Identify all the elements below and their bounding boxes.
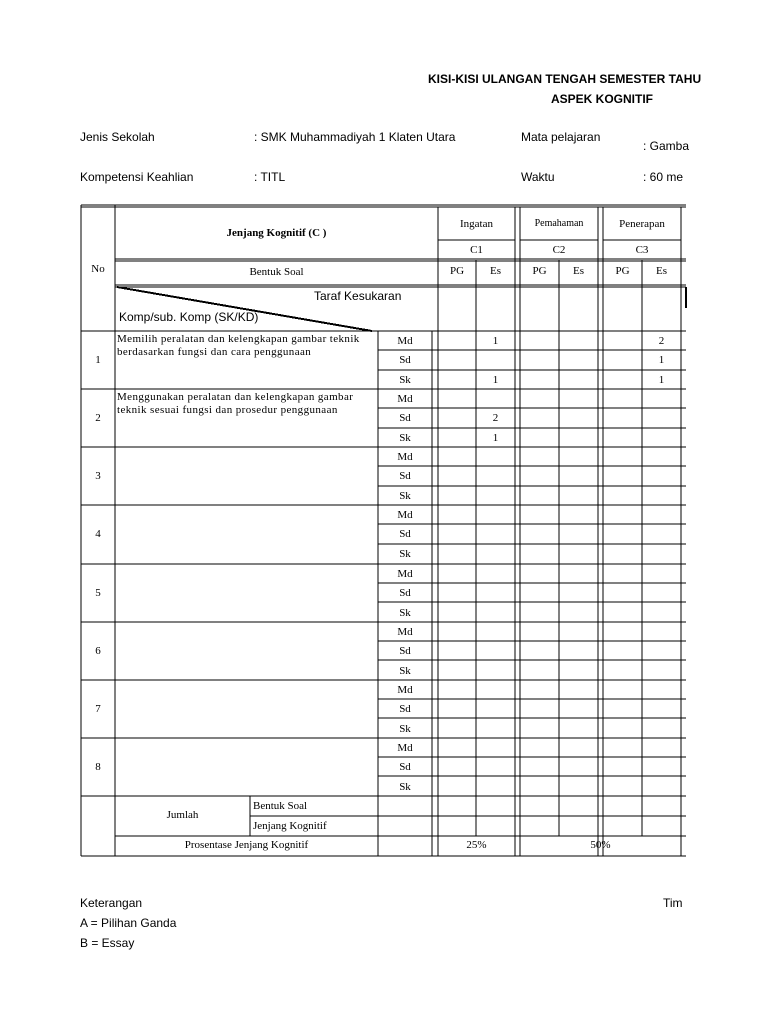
c3-es-value: 2 — [658, 335, 665, 347]
taraf-level: Md — [397, 335, 413, 347]
c3-es-value: 1 — [658, 354, 665, 366]
taraf-level: Sk — [399, 665, 411, 677]
c1-es-value: 1 — [492, 335, 499, 347]
komp-header: Komp/sub. Komp (SK/KD) — [119, 310, 259, 324]
level-ingatan: Ingatan — [460, 218, 493, 230]
waktu-label: Waktu — [521, 170, 555, 184]
pg-c1: PG — [449, 265, 465, 277]
jenis-sekolah-label: Jenis Sekolah — [80, 130, 155, 144]
jenjang-kognitif-header: Jenjang Kognitif (C ) — [226, 227, 327, 239]
taraf-kesukaran-header: Taraf Kesukaran — [314, 289, 402, 303]
keterangan-a: A = Pilihan Ganda — [80, 916, 177, 930]
taraf-level: Sd — [399, 761, 411, 773]
jumlah-jenjang-kognitif: Jenjang Kognitif — [253, 820, 327, 832]
row-number: 4 — [95, 528, 101, 540]
mapel-label: Mata pelajaran — [521, 130, 601, 144]
waktu-value: : 60 me — [643, 170, 684, 184]
kompetensi-label: Kompetensi Keahlian — [80, 170, 194, 184]
taraf-level: Md — [397, 393, 413, 405]
taraf-level: Sk — [399, 607, 411, 619]
keterangan-label: Keterangan — [80, 896, 143, 910]
komp-text: Memilih peralatan dan kelengkapan gambar teknik berdasarkan fungsi dan cara penggunaan — [117, 333, 360, 358]
level-pemahaman: Pemahaman — [534, 218, 584, 229]
taraf-level: Sk — [399, 548, 411, 560]
taraf-level: Sd — [399, 412, 411, 424]
keterangan-b: B = Essay — [80, 936, 135, 950]
c3-es-value: 1 — [658, 374, 665, 386]
taraf-level: Sd — [399, 587, 411, 599]
es-c3: Es — [656, 265, 667, 277]
row-number: 8 — [95, 761, 101, 773]
code-c2: C2 — [552, 244, 566, 256]
mapel-value: : Gamba — [643, 139, 690, 153]
c1-es-value: 1 — [492, 374, 499, 386]
taraf-level: Sk — [399, 723, 411, 735]
taraf-level: Sd — [399, 703, 411, 715]
prosentase-c1: 25% — [466, 839, 487, 851]
kompetensi-value: : TITL — [254, 170, 286, 184]
taraf-level: Sk — [399, 490, 411, 502]
bentuk-soal-header: Bentuk Soal — [249, 266, 304, 278]
code-c1: C1 — [470, 244, 483, 256]
taraf-level: Md — [397, 684, 413, 696]
pg-c3: PG — [615, 265, 630, 277]
taraf-level: Sd — [399, 645, 411, 657]
doc-subtitle: ASPEK KOGNITIF — [551, 92, 654, 106]
doc-title: KISI-KISI ULANGAN TENGAH SEMESTER TAHU — [428, 72, 702, 86]
code-c3: C3 — [635, 244, 649, 256]
row-number: 1 — [95, 354, 101, 366]
row-number: 3 — [95, 470, 101, 482]
taraf-level: Md — [397, 742, 413, 754]
prosentase-c2: 50% — [590, 839, 611, 851]
taraf-level: Md — [397, 568, 413, 580]
no-header: No — [91, 263, 105, 275]
row-number: 7 — [95, 703, 101, 715]
es-c2: Es — [573, 265, 584, 277]
level-penerapan: Penerapan — [619, 218, 665, 230]
c1-es-value: 2 — [492, 412, 499, 424]
row-number: 5 — [95, 587, 101, 599]
taraf-level: Md — [397, 626, 413, 638]
es-c1: Es — [490, 265, 501, 277]
taraf-level: Sk — [399, 781, 411, 793]
prosentase-label: Prosentase Jenjang Kognitif — [184, 839, 309, 851]
taraf-level: Sd — [399, 528, 411, 540]
taraf-level: Md — [397, 451, 413, 463]
taraf-level: Sd — [399, 470, 411, 482]
jenis-sekolah-value: : SMK Muhammadiyah 1 Klaten Utara — [254, 130, 456, 144]
taraf-level: Sk — [399, 432, 411, 444]
taraf-level: Sd — [399, 354, 411, 366]
taraf-level: Sk — [399, 374, 411, 386]
jumlah-bentuk-soal: Bentuk Soal — [253, 800, 308, 812]
c1-es-value: 1 — [492, 432, 499, 444]
jumlah-label: Jumlah — [166, 809, 199, 821]
row-number: 2 — [95, 412, 101, 424]
pg-c2: PG — [532, 265, 547, 277]
row-number: 6 — [95, 645, 101, 657]
tim-label: Tim — [663, 896, 683, 910]
taraf-level: Md — [397, 509, 413, 521]
komp-text: Menggunakan peralatan dan kelengkapan gambar teknik sesuai fungsi dan prosedur penggunaan — [117, 391, 354, 416]
